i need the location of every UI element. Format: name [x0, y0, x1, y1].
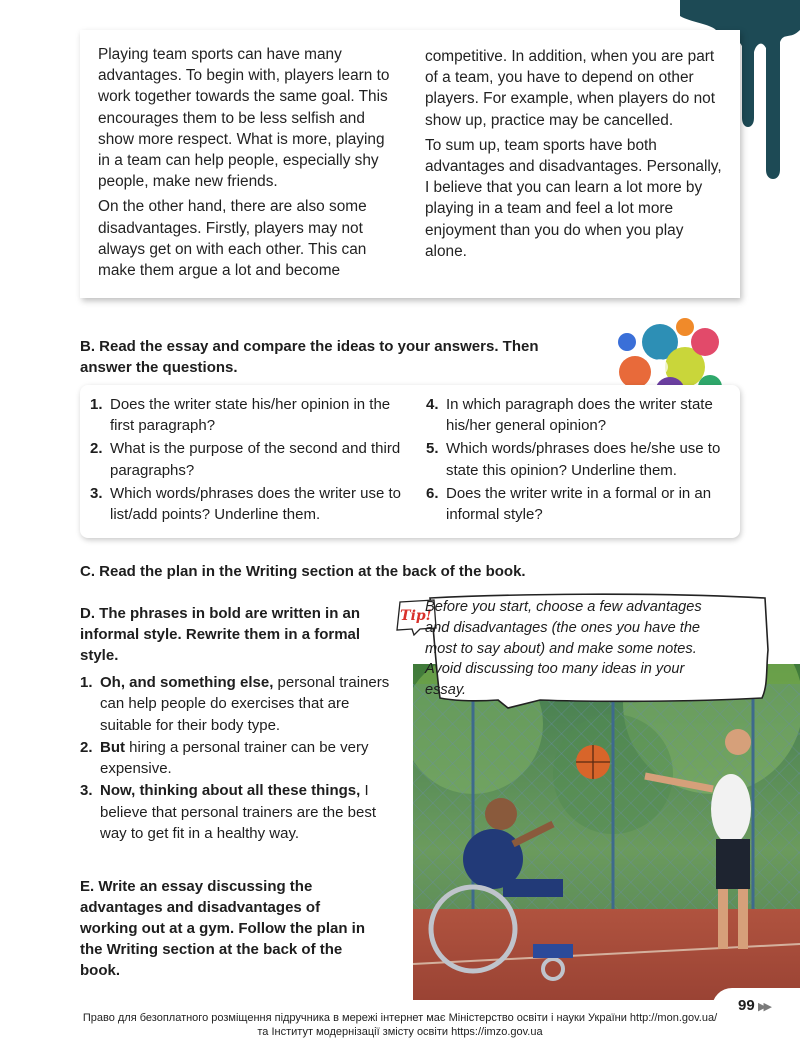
questions-list-right	[416, 394, 736, 527]
item-number: 1.	[80, 674, 93, 691]
item-number: 3.	[80, 782, 93, 800]
question-item	[416, 438, 736, 481]
section-d-list	[80, 672, 390, 845]
question-text: Does the writer state his/her opinion in the first paragraph?	[110, 396, 391, 435]
essay-column-right	[425, 46, 725, 266]
question-number: 4.	[426, 396, 439, 413]
questions-box	[80, 385, 740, 538]
rewrite-item	[80, 737, 390, 780]
essay-box	[80, 30, 740, 298]
item-text: I believe that personal trainers are the best way to get fit in a healthy way.	[100, 782, 376, 843]
tip-text: Before you start, choose a few advantages and disadvantages (the ones you have the most to say about) and make some notes. Avoid discussing too many ideas in your essay.	[425, 599, 702, 699]
rewrite-item	[80, 780, 390, 844]
question-number: 2.	[90, 440, 103, 458]
questions-list-left	[80, 394, 410, 527]
question-item	[80, 394, 410, 437]
question-item	[80, 438, 410, 481]
question-item	[416, 394, 736, 437]
question-text: Which words/phrases does he/she use to state this opinion? Underline them.	[446, 440, 721, 479]
informal-phrase: Oh, and something else,	[100, 674, 274, 691]
next-arrow-icon: ▶▶	[758, 1001, 769, 1013]
question-number: 5.	[426, 440, 439, 458]
section-c-heading: C. Read the plan in the Writing section at the back of the book.	[80, 563, 526, 580]
footer-line-2: та Інститут модернізації змісту освіти https://imzo.gov.ua	[257, 1025, 543, 1038]
essay-paragraph-3: competitive. In addition, when you are part of a team, you have to depend on other players. For example, when players do not show up, practice may be cancelled.	[425, 48, 716, 129]
essay-column-left	[98, 44, 398, 285]
basketball-photo	[413, 664, 800, 1000]
question-item	[80, 483, 410, 526]
question-number: 6.	[426, 484, 439, 502]
footer-line-1: Право для безоплатного розміщення підручника в мережі інтернет має Міністерство освіти і науки України http://mon.gov.ua/	[82, 1012, 718, 1024]
item-text: hiring a personal trainer can be very expensive.	[100, 738, 369, 778]
essay-paragraph-4: To sum up, team sports have both advantages and disadvantages. Personally, I believe that you can learn a lot more by playing in a team and feel a lot more enjoyment than you do when you play alone.	[425, 136, 722, 260]
page-number: 99	[738, 997, 755, 1014]
essay-paragraph-1: Playing team sports can have many advantages. To begin with, players learn to work together towards the same goal. This encourages them to be less selfish and show more respect. What is more, playing in a team can help people, especially shy people, make new friends.	[98, 46, 390, 191]
question-number: 1.	[90, 396, 103, 413]
copyright-footer	[0, 1012, 800, 1039]
tip-badge-label: Tip!	[400, 608, 432, 624]
question-item	[416, 483, 736, 526]
question-text: Does the writer write in a formal or in an informal style?	[446, 484, 712, 524]
informal-phrase: Now, thinking about all these things,	[100, 782, 361, 800]
section-e-heading: E. Write an essay discussing the advantages and disadvantages of working out at a gym. Follow the plan in the Writing section at the back of the book.	[80, 878, 366, 979]
section-b-heading: B. Read the essay and compare the ideas to your answers. Then answer the questions.	[80, 338, 539, 376]
question-text: Which words/phrases does the writer use to list/add points? Underline them.	[110, 484, 401, 524]
rewrite-item	[80, 672, 390, 736]
essay-paragraph-2: On the other hand, there are also some disadvantages. Firstly, players may not always get on with each other. This can make them argue a lot and become	[98, 198, 367, 280]
informal-phrase: But	[100, 738, 125, 756]
item-number: 2.	[80, 738, 93, 756]
question-text: In which paragraph does the writer state his/her general opinion?	[446, 396, 713, 435]
question-number: 3.	[90, 484, 103, 502]
question-text: What is the purpose of the second and third paragraphs?	[110, 440, 401, 479]
item-text: personal trainers can help people do exercises that are suitable for their body type.	[100, 674, 390, 734]
section-d-heading: D. The phrases in bold are written in an informal style. Rewrite them in a formal style.	[80, 605, 361, 664]
